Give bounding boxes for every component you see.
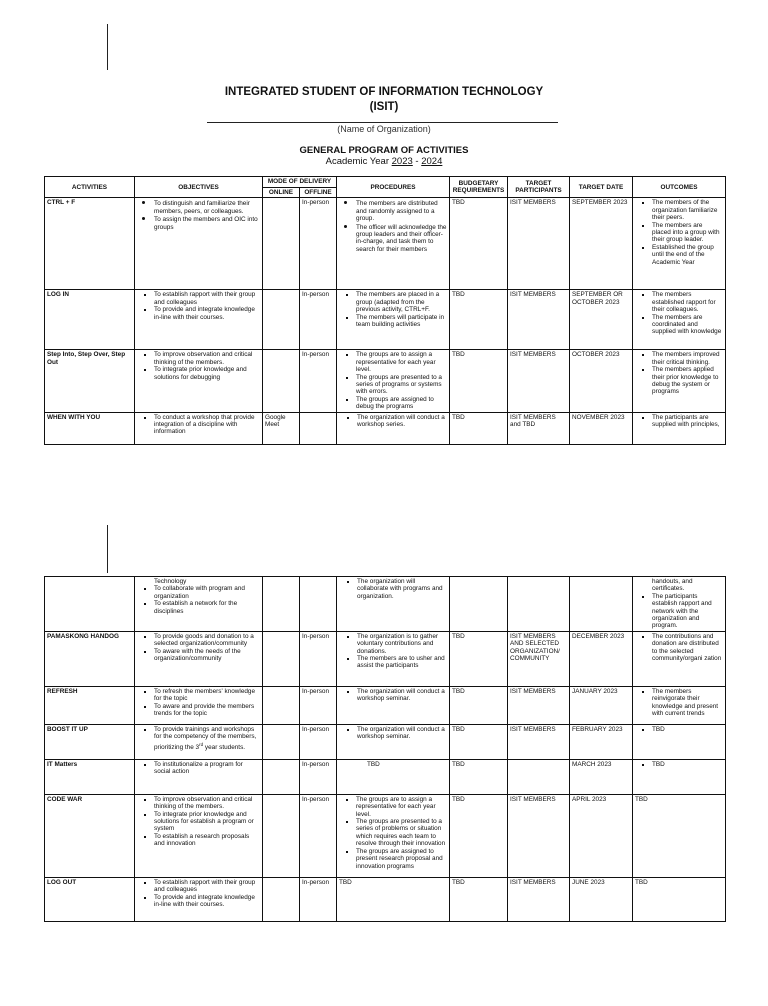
program-title: GENERAL PROGRAM OF ACTIVITIES xyxy=(299,145,469,156)
procedure-item: ▪ The members are placed in a group (adapted from the previous activity, CTRL+F. xyxy=(356,291,447,313)
online-cell: Google Meet xyxy=(263,412,300,444)
table-row xyxy=(45,412,726,444)
outcome-item: ▪ The members established rapport for their colleagues. xyxy=(652,291,723,313)
objective-item: ▪ To improve observation and critical thinking of the members. xyxy=(154,351,260,366)
offline-cell xyxy=(300,577,337,632)
date-cell: APRIL 2023 xyxy=(570,794,633,877)
procedure-item: ▪ The groups are assigned to debug the programs xyxy=(356,396,447,411)
objective-item: ▪ To refresh the members' knowledge for the topic xyxy=(154,688,260,703)
year-prefix: Academic Year xyxy=(325,156,392,167)
procedure-item: ▪ The groups are assigned to present research proposal and innovation programs xyxy=(356,848,447,870)
online-cell xyxy=(263,686,300,724)
budget-cell: TBD xyxy=(450,759,508,794)
table-row xyxy=(45,631,726,686)
activity-name: Step Into, Step Over, Step Out xyxy=(45,350,135,412)
table-row xyxy=(45,794,726,877)
col-offline: OFFLINE xyxy=(300,188,337,198)
col-procedures: PROCEDURES xyxy=(337,177,450,198)
offline-cell: In-person xyxy=(300,794,337,877)
online-cell xyxy=(263,877,300,921)
objectives-cell xyxy=(135,794,263,877)
year-separator: - xyxy=(412,156,422,167)
objectives-cell xyxy=(135,350,263,412)
outcome-item: ▪ The members improved their critical thinking. xyxy=(652,351,723,366)
outcome-item: ▪ The members are coordinated and supplied with knowledge xyxy=(652,314,723,336)
target-cell: ISIT MEMBERS xyxy=(508,794,570,877)
procedures-cell xyxy=(337,350,450,412)
online-cell xyxy=(263,198,300,290)
outcomes-cell xyxy=(633,724,726,759)
procedure-item: ▪ The organization will conduct a workshop series. xyxy=(357,414,447,429)
objectives-cell xyxy=(135,724,263,759)
page-1 xyxy=(0,0,768,500)
procedure-item: ▪ The groups are to assign a representative for each year level. xyxy=(356,796,447,818)
date-cell: MARCH 2023 xyxy=(570,759,633,794)
table-row xyxy=(45,877,726,921)
activity-name: WHEN WITH YOU xyxy=(45,412,135,444)
procedure-item: ▪ The organization will conduct a workshop seminar. xyxy=(357,688,447,703)
target-cell xyxy=(508,577,570,632)
col-target-date: TARGET DATE xyxy=(570,177,633,198)
outcomes-cell xyxy=(633,577,726,632)
procedures-cell: TBD xyxy=(337,877,450,921)
procedure-item: ▪ The members will participate in team building activities xyxy=(356,314,447,329)
objectives-cell xyxy=(135,759,263,794)
objective-superscript: rd xyxy=(199,741,204,747)
procedure-item: • The officer will acknowledge the group leaders and their officer-in-charge, and task them to search for their members xyxy=(356,223,447,254)
date-cell: FEBRUARY 2023 xyxy=(570,724,633,759)
activity-name: PAMASKONG HANDOG xyxy=(45,631,135,686)
offline-cell: In-person xyxy=(300,759,337,794)
budget-cell: TBD xyxy=(450,412,508,444)
offline-cell: In-person xyxy=(300,686,337,724)
table-row xyxy=(45,759,726,794)
objective-item: ▪ To establish rapport with their group and colleagues xyxy=(154,879,260,894)
objective-item: ▪ To collaborate with program and organization xyxy=(154,585,260,600)
date-cell: JANUARY 2023 xyxy=(570,686,633,724)
outcomes-cell xyxy=(633,290,726,350)
target-cell: ISIT MEMBERS xyxy=(508,877,570,921)
target-cell: ISIT MEMBERS xyxy=(508,686,570,724)
objectives-cell xyxy=(135,412,263,444)
objective-item: • To assign the members and OIC into groups xyxy=(154,215,260,231)
online-cell xyxy=(263,631,300,686)
objective-item: ▪ To establish a research proposals and innovation xyxy=(154,833,260,848)
outcome-item: ▪ The members reinvigorate their knowledge and present with current trends xyxy=(652,688,723,718)
outcomes-cell xyxy=(633,350,726,412)
activity-name: LOG OUT xyxy=(45,877,135,921)
outcomes-cell xyxy=(633,631,726,686)
objectives-cell xyxy=(135,290,263,350)
objective-item: ▪ To institutionalize a program for social action xyxy=(154,761,260,776)
target-cell xyxy=(508,759,570,794)
outcome-item: ▪ TBD xyxy=(652,761,723,768)
online-cell xyxy=(263,724,300,759)
activity-name: REFRESH xyxy=(45,686,135,724)
procedure-item: ▪ The groups are presented to a series of problems or situation which requires each team to resolve through their innovation xyxy=(356,818,447,848)
org-name-line2: (ISIT) xyxy=(369,101,399,113)
year-start: 2023 xyxy=(391,156,413,167)
table-row xyxy=(45,290,726,350)
procedures-cell xyxy=(337,724,450,759)
org-name-underline xyxy=(207,122,558,123)
outcomes-cell xyxy=(633,686,726,724)
procedures-cell xyxy=(337,198,450,290)
objectives-cell xyxy=(135,631,263,686)
date-cell: JUNE 2023 xyxy=(570,877,633,921)
outcome-item: ▪ TBD xyxy=(652,726,723,733)
activity-name: IT Matters xyxy=(45,759,135,794)
activities-table-page-2 xyxy=(44,576,726,922)
budget-cell: TBD xyxy=(450,290,508,350)
col-objectives: OBJECTIVES xyxy=(135,177,263,198)
outcome-item: ▪ Established the group until the end of the Academic Year xyxy=(652,244,723,266)
target-cell: ISIT MEMBERS xyxy=(508,724,570,759)
table-row xyxy=(45,350,726,412)
org-caption: (Name of Organization) xyxy=(337,124,431,134)
year-end: 2024 xyxy=(421,156,443,167)
objective-item: ▪ To improve observation and critical thinking of the members. xyxy=(154,796,260,811)
target-cell: ISIT MEMBERS xyxy=(508,290,570,350)
col-outcomes: OUTCOMES xyxy=(633,177,726,198)
table-row xyxy=(45,577,726,632)
outcome-item: ▪ The contributions and donation are distributed to the selected community/organi zation xyxy=(652,633,723,663)
procedure-item: ▪ The groups are to assign a representative for each year level. xyxy=(356,351,447,373)
org-name-line1: INTEGRATED STUDENT OF INFORMATION TECHNOLOGY xyxy=(224,86,544,98)
page-2 xyxy=(0,500,768,1006)
outcome-item: ▪ The members of the organization familiarize their peers. xyxy=(652,199,723,221)
objectives-cell xyxy=(135,877,263,921)
offline-cell: In-person xyxy=(300,631,337,686)
objective-item: ▪ To integrate prior knowledge and solutions for establish a program or system xyxy=(154,811,260,833)
online-cell xyxy=(263,290,300,350)
objectives-cell xyxy=(135,686,263,724)
objective-item: ▪ To provide and integrate knowledge in-line with their courses. xyxy=(154,894,260,909)
target-cell: ISIT MEMBERS and TBD xyxy=(508,412,570,444)
procedure-item: ▪ The organization is to gather voluntary contributions and donations. xyxy=(357,633,447,655)
budget-cell xyxy=(450,577,508,632)
date-cell: DECEMBER 2023 xyxy=(570,631,633,686)
online-cell xyxy=(263,577,300,632)
activity-name: LOG IN xyxy=(45,290,135,350)
objectives-cell xyxy=(135,198,263,290)
objective-continued: Technology xyxy=(154,578,187,585)
objective-text: To provide trainings and workshops for the competency of the members, prioritizing the 3 xyxy=(154,725,257,751)
target-cell: ISIT MEMBERS xyxy=(508,198,570,290)
offline-cell xyxy=(300,412,337,444)
online-cell xyxy=(263,759,300,794)
objective-text: year students. xyxy=(203,743,246,751)
date-cell: SEPTEMBER 2023 xyxy=(570,198,633,290)
objective-item: ▪ To establish a network for the disciplines xyxy=(154,600,260,615)
col-budget: BUDGETARY REQUIREMENTS xyxy=(450,177,508,198)
col-activities: ACTIVITIES xyxy=(45,177,135,198)
offline-cell: In-person xyxy=(300,724,337,759)
procedure-item: ▪ The groups are presented to a series of programs or systems with errors. xyxy=(356,374,447,396)
outcome-item: ▪ The members applied their prior knowledge to debug the system or programs xyxy=(652,366,723,396)
objective-item xyxy=(154,726,260,751)
procedure-item: ▪ The organization will collaborate with programs and organization. xyxy=(357,578,447,600)
activity-name: BOOST IT UP xyxy=(45,724,135,759)
outcomes-cell xyxy=(633,412,726,444)
procedure-item: ▪ The organization will conduct a workshop seminar. xyxy=(357,726,447,741)
objective-item: ▪ To integrate prior knowledge and solutions for debugging xyxy=(154,366,260,381)
budget-cell: TBD xyxy=(450,350,508,412)
outcomes-cell: TBD xyxy=(633,794,726,877)
outcomes-cell xyxy=(633,198,726,290)
online-cell xyxy=(263,794,300,877)
budget-cell: TBD xyxy=(450,686,508,724)
offline-cell: In-person xyxy=(300,290,337,350)
objective-item: ▪ To aware with the needs of the organization/community xyxy=(154,648,260,663)
crop-mark xyxy=(107,525,108,573)
procedures-cell xyxy=(337,577,450,632)
procedures-cell xyxy=(337,631,450,686)
col-mode-of-delivery: MODE OF DELIVERY xyxy=(263,177,337,188)
objective-item: • To distinguish and familiarize their members, peers, or colleagues. xyxy=(154,199,260,215)
table-row xyxy=(45,724,726,759)
col-target-participants: TARGET PARTICIPANTS xyxy=(508,177,570,198)
procedures-cell xyxy=(337,686,450,724)
procedures-cell xyxy=(337,794,450,877)
offline-cell: In-person xyxy=(300,198,337,290)
outcomes-cell: TBD xyxy=(633,877,726,921)
budget-cell: TBD xyxy=(450,794,508,877)
outcome-item: ▪ The members are placed into a group with their group leader. xyxy=(652,222,723,244)
budget-cell: TBD xyxy=(450,877,508,921)
outcomes-cell xyxy=(633,759,726,794)
outcome-item: ▪ The participants establish rapport and network with the organization and program. xyxy=(652,593,723,630)
date-cell: NOVEMBER 2023 xyxy=(570,412,633,444)
date-cell: OCTOBER 2023 xyxy=(570,350,633,412)
activity-name: CODE WAR xyxy=(45,794,135,877)
objective-item: ▪ To aware and provide the members trends for the topic xyxy=(154,703,260,718)
target-cell: ISIT MEMBERS xyxy=(508,350,570,412)
procedure-item: ▪ The members are to usher and assist the participants xyxy=(357,655,447,670)
procedures-cell xyxy=(337,290,450,350)
activity-name xyxy=(45,577,135,632)
activity-name: CTRL + F xyxy=(45,198,135,290)
budget-cell: TBD xyxy=(450,198,508,290)
procedures-cell: TBD xyxy=(337,759,450,794)
procedure-item: • The members are distributed and randomly assigned to a group. xyxy=(356,199,447,222)
objective-item: ▪ To provide goods and donation to a selected organization/community xyxy=(154,633,260,648)
table-row xyxy=(45,198,726,290)
date-cell xyxy=(570,577,633,632)
objectives-cell xyxy=(135,577,263,632)
col-online: ONLINE xyxy=(263,188,300,198)
outcome-continued: handouts, and certificates. xyxy=(652,578,693,593)
objective-item: ▪ To provide and integrate knowledge in-line with their courses. xyxy=(154,306,260,321)
objective-item: ▪ To conduct a workshop that provide integration of a discipline with information xyxy=(154,414,260,436)
table-row xyxy=(45,686,726,724)
outcome-item: ▪ The participants are supplied with principles, xyxy=(652,414,723,429)
target-cell: ISIT MEMBERS AND SELECTED ORGANIZATION/ COMMUNITY xyxy=(508,631,570,686)
online-cell xyxy=(263,350,300,412)
procedures-cell xyxy=(337,412,450,444)
budget-cell: TBD xyxy=(450,724,508,759)
offline-cell: In-person xyxy=(300,877,337,921)
date-cell: SEPTEMBER OR OCTOBER 2023 xyxy=(570,290,633,350)
offline-cell: In-person xyxy=(300,350,337,412)
crop-mark xyxy=(107,24,108,70)
activities-table-page-1 xyxy=(44,176,726,445)
budget-cell: TBD xyxy=(450,631,508,686)
academic-year xyxy=(0,156,768,167)
objective-item: ▪ To establish rapport with their group and colleagues xyxy=(154,291,260,306)
